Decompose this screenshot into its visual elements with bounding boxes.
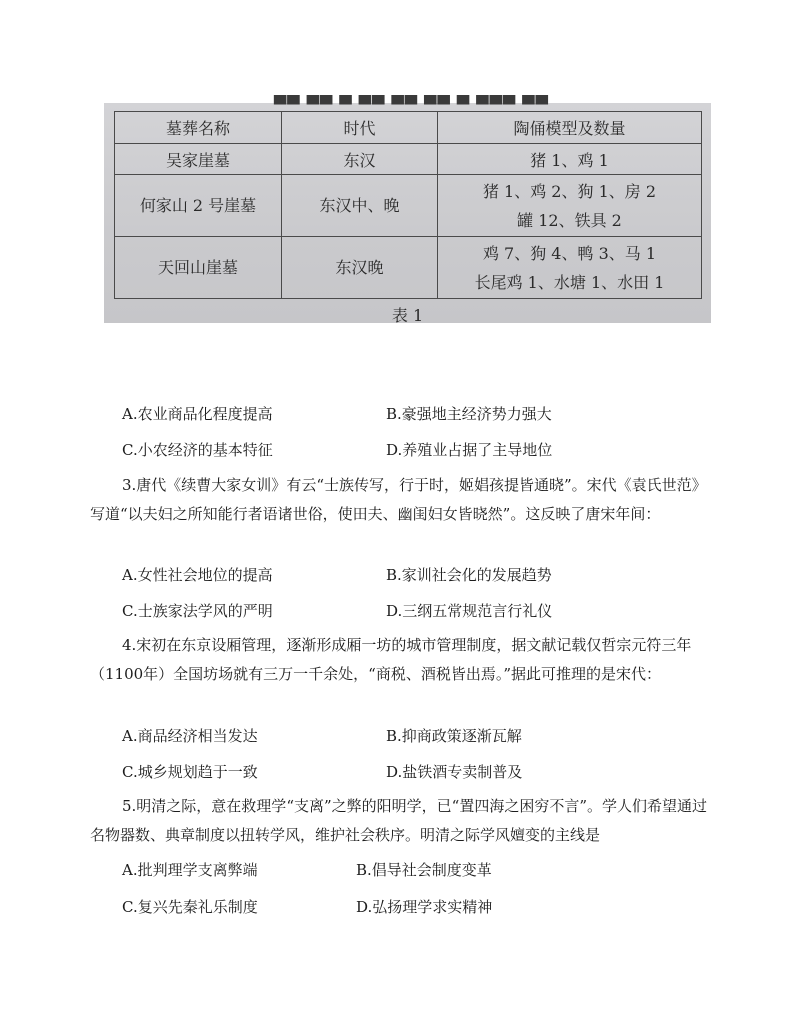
table-row — [115, 237, 702, 299]
q2-option-c: C.小农经济的基本特征 — [122, 441, 273, 459]
header-tomb-name: 墓葬名称 — [115, 112, 282, 144]
q3-option-c: C.士族家法学风的严明 — [122, 602, 273, 620]
q3-option-b: B.家训社会化的发展趋势 — [386, 566, 552, 584]
cell-tomb-name: 何家山 2 号崖墓 — [115, 175, 282, 237]
table-row — [115, 144, 702, 175]
cell-era: 东汉晚 — [282, 237, 438, 299]
q5-option-b: B.倡导社会制度变革 — [356, 861, 492, 879]
cell-tomb-name: 天回山崖墓 — [115, 237, 282, 299]
q2-option-b: B.豪强地主经济势力强大 — [386, 405, 552, 423]
q3-option-a: A.女性社会地位的提高 — [122, 566, 273, 584]
q4-option-d: D.盐铁酒专卖制普及 — [386, 763, 523, 781]
q5-option-d: D.弘扬理学求实精神 — [356, 898, 493, 916]
q4-option-a: A.商品经济相当发达 — [122, 727, 258, 745]
table-row — [115, 175, 702, 237]
cell-era: 东汉 — [282, 144, 438, 175]
tomb-figurine-table — [114, 111, 702, 299]
q4-option-c: C.城乡规划趋于一致 — [122, 763, 258, 781]
table-caption: 表 1 — [391, 306, 424, 325]
q2-option-d: D.养殖业占据了主导地位 — [386, 441, 553, 459]
table-photo — [104, 95, 711, 325]
cropped-table-title: ▀▀ ▀▀ ▀ ▀▀ ▀▀ ▀▀ ▀ ▀▀▀ ▀▀ — [274, 95, 549, 114]
cell-figurines: 猪 1、鸡 1 — [438, 144, 702, 175]
cell-era: 东汉中、晚 — [282, 175, 438, 237]
q3-stem: 3.唐代《续曹大家女训》有云“士族传写，行于时，姬娼孩提皆通晓”。宋代《袁氏世范》写道“以夫妇之所知能行者语诸世俗，使田夫、幽闺妇女皆晓然”。这反映了唐宋年间： — [90, 476, 707, 523]
q2-option-a: A.农业商品化程度提高 — [122, 405, 273, 423]
q4-option-b: B.抑商政策逐渐瓦解 — [386, 727, 522, 745]
cell-figurines: 猪 1、鸡 2、狗 1、房 2 罐 12、铁具 2 — [438, 175, 702, 237]
q4-stem: 4.宋初在东京设厢管理，逐渐形成厢一坊的城市管理制度，据文献记载仅哲宗元符三年（1100年）全国坊场就有三万一千余处，“商税、酒税皆出焉。”据此可推理的是宋代： — [90, 636, 692, 683]
q3-option-d: D.三纲五常规范言行礼仪 — [386, 602, 553, 620]
table-header-row — [115, 112, 702, 144]
header-era: 时代 — [282, 112, 438, 144]
q5-stem: 5.明清之际，意在救理学“支离”之弊的阳明学，已“置四海之困穷不言”。学人们希望通过名物器数、典章制度以扭转学风，维护社会秩序。明清之际学风嬗变的主线是 — [90, 797, 707, 844]
q5-option-c: C.复兴先秦礼乐制度 — [122, 898, 258, 916]
q5-option-a: A.批判理学支离弊端 — [122, 861, 258, 879]
cell-figurines: 鸡 7、狗 4、鸭 3、马 1 长尾鸡 1、水塘 1、水田 1 — [438, 237, 702, 299]
cell-tomb-name: 吴家崖墓 — [115, 144, 282, 175]
header-figurines: 陶俑模型及数量 — [438, 112, 702, 144]
